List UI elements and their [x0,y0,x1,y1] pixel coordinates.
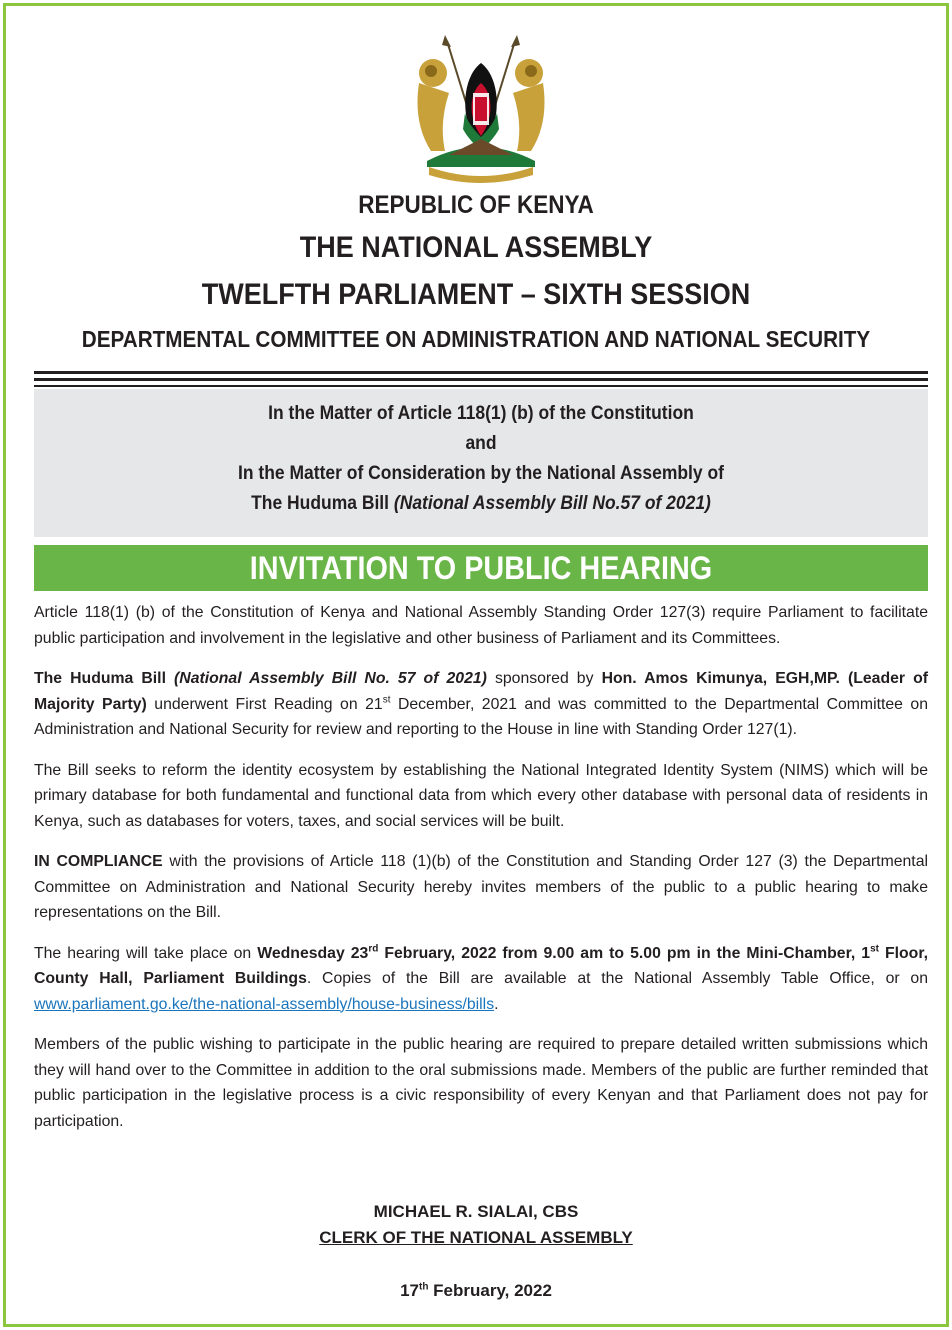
republic-heading: REPUBLIC OF KENYA [358,191,594,219]
text: . [494,995,499,1013]
notice-page [3,3,949,1327]
compliance-label: IN COMPLIANCE [34,853,163,870]
invitation-banner [34,545,928,591]
assembly-heading: THE NATIONAL ASSEMBLY [299,231,653,264]
parliament-heading: TWELFTH PARLIAMENT – SIXTH SESSION [201,278,751,311]
text: underwent First Reading on 21 [146,695,383,713]
paragraph-3: The Bill seeks to reform the identity ecosystem by establishing the National Integrated Identity System (NIMS) which will be primary database for both fundamental and functional data from which every other database with personal data of residents in Kenya, such as databases for voters, taxes, and social services will be built. [34,761,928,830]
paragraph-1: Article 118(1) (b) of the Constitution of Kenya and National Assembly Standing Order 127(3) require Parliament to facilitate public participation and involvement in the legislative and other business of Parliament and its Committees. [34,604,928,647]
superscript: st [382,694,391,706]
kenya-coat-of-arms-icon [409,33,553,183]
text: December, 2021 and was committed to the Departmental Committee on Administration and National Security for review and reporting to the House in line with Standing Order 127(1). [34,695,928,738]
divider [34,385,928,387]
bill-name: The Huduma Bill [251,493,394,514]
text: sponsored by [486,670,602,687]
bill-number: (National Assembly Bill No.57 of 2021) [393,493,711,514]
text: . Copies of the Bill are available at the National Assembly Table Office, or on [306,970,928,987]
paragraph-5 [34,941,928,1018]
notice-body [34,600,928,1149]
matter-line-1: In the Matter of Article 118(1) (b) of the Constitution [268,403,694,424]
committee-heading: DEPARTMENTAL COMMITTEE ON ADMINISTRATION AND NATIONAL SECURITY [81,326,871,352]
superscript: st [870,943,879,955]
paragraph-6: Members of the public wishing to participate in the public hearing are required to prepare detailed written submissions which they will hand over to the Committee in addition to the oral submissions made. Members of the public are further reminded that public participation in the legislative process is a civic responsibility of every Kenyan and that Parliament does not pay for participation. [34,1036,928,1130]
text: The hearing will take place on [34,944,258,962]
hearing-time: February, 2022 from 9.00 am to 5.00 pm in the Mini-Chamber, 1 [378,944,871,962]
sponsor-name: Hon. Amos Kimunya, EGH,MP. (Leader of Majority Party) [34,670,928,713]
matter-line-4 [70,493,892,515]
superscript: rd [368,943,379,955]
signatory-title: CLERK OF THE NATIONAL ASSEMBLY [319,1228,633,1247]
matter-box [34,389,928,537]
date-rest: February, 2022 [428,1281,552,1300]
hearing-venue: Floor, County Hall, Parliament Buildings [34,944,929,987]
divider [34,371,928,374]
matter-line-2: and [465,433,497,454]
bill-title: The Huduma Bill [34,670,175,687]
bills-link[interactable]: www.parliament.go.ke/the-national-assembly/house-business/bills [34,995,495,1013]
bill-reference: (National Assembly Bill No. 57 of 2021) [174,670,487,687]
divider [34,378,928,381]
paragraph-4 [34,849,928,926]
signatory-name: MICHAEL R. SIALAI, CBS [373,1202,579,1221]
invitation-title: INVITATION TO PUBLIC HEARING [249,550,713,586]
date-day: 17 [400,1281,419,1300]
matter-line-3: In the Matter of Consideration by the National Assembly of [238,463,724,484]
notice-date [6,1281,946,1301]
paragraph-2 [34,666,928,743]
hearing-date: Wednesday 23 [257,944,369,962]
text: with the provisions of Article 118 (1)(b) of the Constitution and Standing Order 127 (3) the Departmental Committee on Administration and National Security hereby invites members of the public to a public hearing to make representations on the Bill. [34,853,928,921]
superscript: th [418,1281,429,1293]
